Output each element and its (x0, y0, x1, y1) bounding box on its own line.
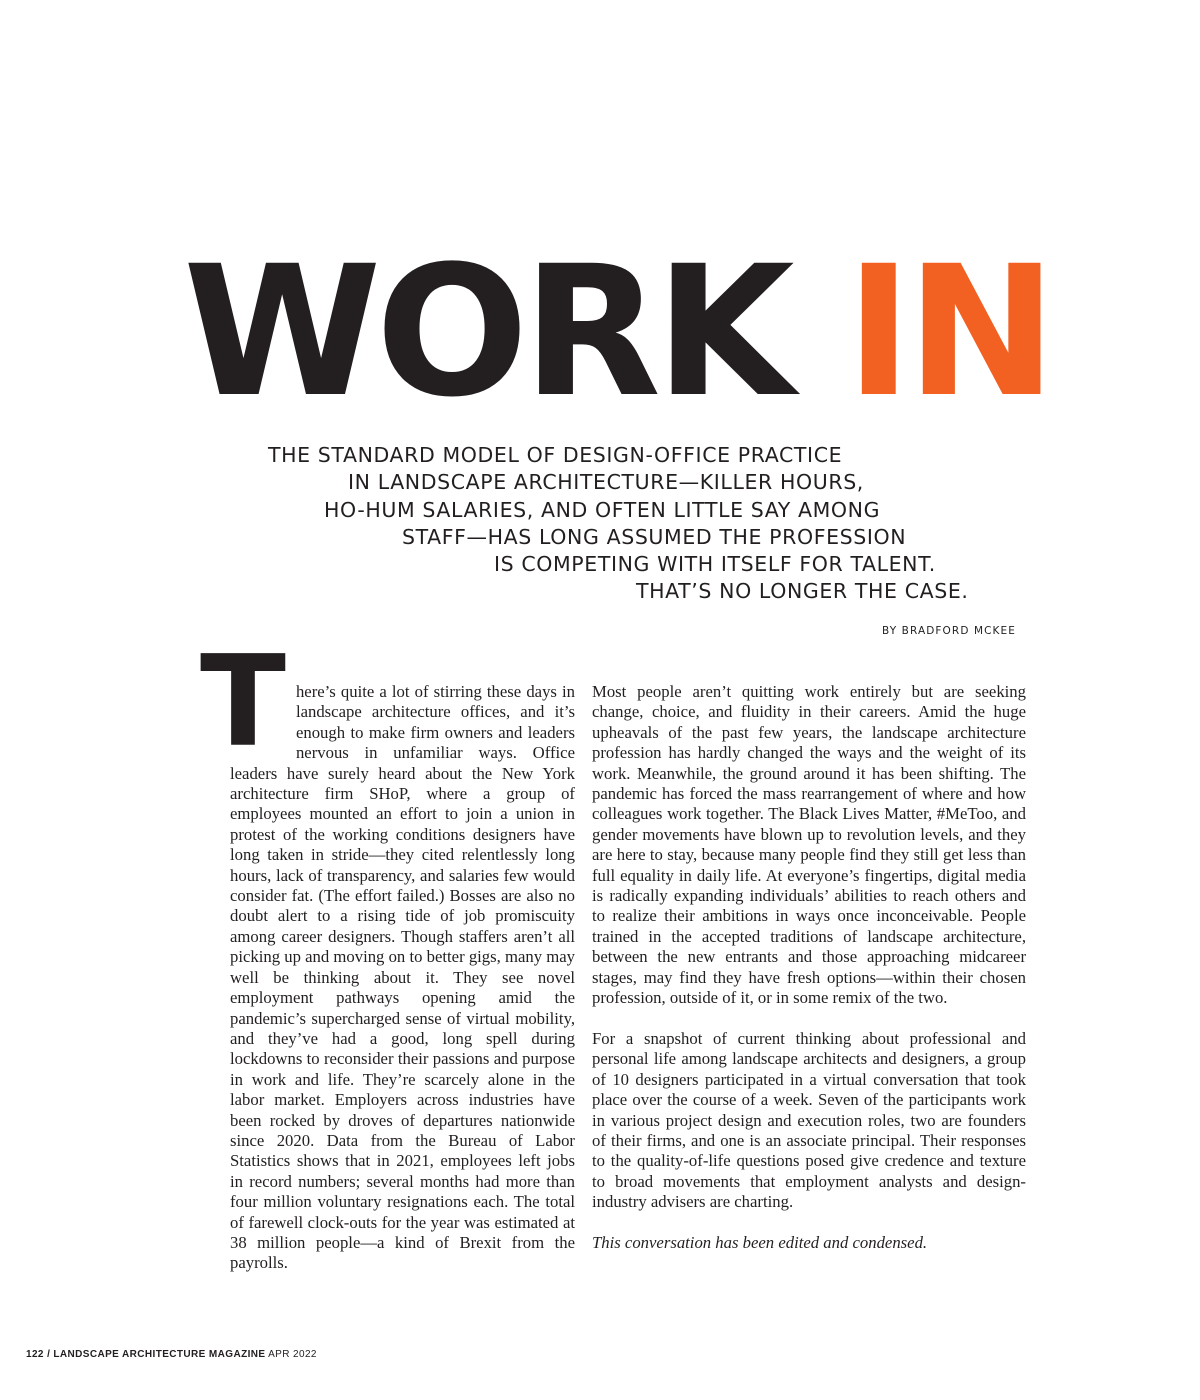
article-paragraph-3: For a snapshot of current thinking about professional and personal life among landscape architects and designers, a group of 10 designers participated in a virtual conversation that took place over the course of a week. Seven of the participants work in various project design and execution roles, two are founders of their firms, and one is an associate principal. Their responses to the quality-of-life questions posed give credence and texture to broad movements that employment analysts and design-industry advisers are charting. (592, 1028, 1026, 1212)
headline-word-in: IN (845, 228, 1051, 437)
byline: BY BRADFORD MCKEE (882, 625, 1016, 637)
article-paragraph-1-text: here’s quite a lot of stirring these days in landscape architecture offices, and it’s enough to make firm owners and leaders nervous in unfamiliar ways. Office leaders have surely heard about the New York architecture firm SHoP, where a group of employees mounted an effort to join a union in protest of the working conditions designers have long taken in stride—they cited relentlessly long hours, lack of transparency, and salaries few would consider fat. (The effort failed.) Bosses are also no doubt alert to a rising tide of job promiscuity among career designers. Though staffers aren’t all picking up and moving on to better gigs, many may well be thinking about it. They see novel employment pathways opening amid the pandemic’s supercharged sense of virtual mobility, and they’ve had a good, long spell during lockdowns to reconsider their passions and purpose in work and life. They’re scarcely alone in the labor market. Employers across industries have been rocked by droves of departures nationwide since 2020. Data from the Bureau of Labor Statistics shows that in 2021, employees left jobs in record numbers; several months had more than four million voluntary resignations each. The total of farewell clock-outs for the year was estimated at 38 million people—a kind of Brexit from the payrolls. (230, 682, 575, 1273)
headline-word-work: WORK (183, 228, 789, 437)
page-footer (26, 1349, 317, 1360)
editor-note: This conversation has been edited and condensed. (592, 1232, 928, 1252)
deck-line-3: HO-HUM SALARIES, AND OFTEN LITTLE SAY AMONG (324, 497, 881, 522)
deck-line-6: THAT’S NO LONGER THE CASE. (636, 579, 969, 604)
article-paragraph-1 (200, 628, 575, 1274)
deck-line-4: STAFF—HAS LONG ASSUMED THE PROFESSION (402, 524, 907, 549)
deck-line-1: THE STANDARD MODEL OF DESIGN-OFFICE PRACTICE (268, 443, 843, 467)
article-column-left (200, 628, 575, 1274)
article-column-right (592, 682, 1026, 1253)
issue-date: APR 2022 (268, 1349, 317, 1360)
deck-line-2: IN LANDSCAPE ARCHITECTURE—KILLER HOURS, (348, 470, 864, 495)
deck (240, 442, 1000, 606)
article-paragraph-2: Most people aren’t quitting work entirely but are seeking change, choice, and fluidity in their careers. Amid the huge upheavals of the past few years, the landscape architecture profession has hardly changed the ways and the weight of its work. Meanwhile, the ground around it has been shifting. The pandemic has forced the mass rearrangement of where and how colleagues work together. The Black Lives Matter, #MeToo, and gender movements have blown up to revolution levels, and they are here to stay, because many people find they still get less than full equality in daily life. At everyone’s fingertips, digital media is radically expanding individuals’ abilities to reach others and to realize their ambitions in ways once inconceivable. People trained in the accepted traditions of landscape architecture, between the new entrants and those approaching midcareer stages, may find they have fresh options—within their chosen profession, outside of it, or in some remix of the two. (592, 682, 1026, 1008)
folio-label: 122 / LANDSCAPE ARCHITECTURE MAGAZINE (26, 1349, 266, 1360)
headline (183, 228, 1051, 437)
deck-line-5: IS COMPETING WITH ITSELF FOR TALENT. (494, 552, 936, 577)
drop-cap: T (200, 628, 286, 775)
